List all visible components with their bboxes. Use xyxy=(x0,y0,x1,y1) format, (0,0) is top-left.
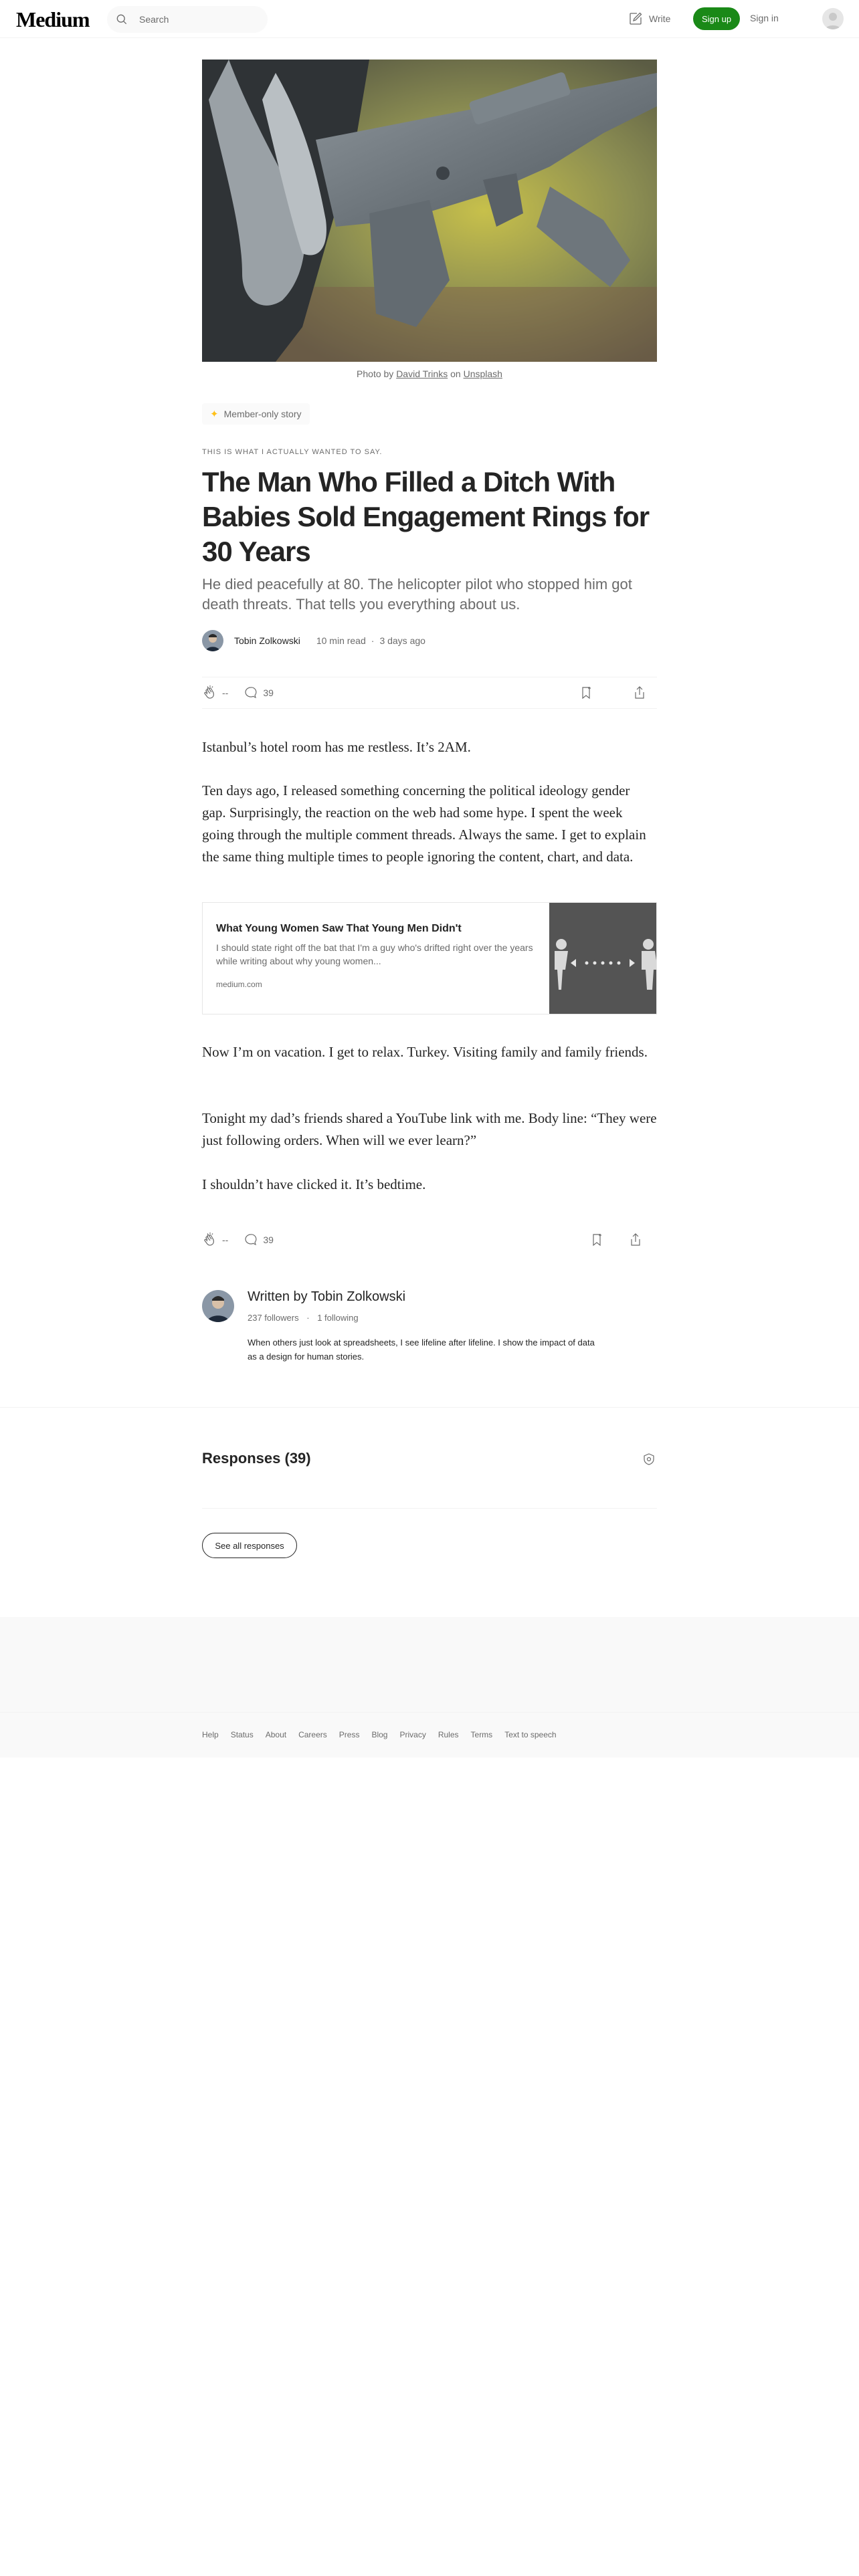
card-domain: medium.com xyxy=(216,980,262,989)
footer-link-press[interactable]: Press xyxy=(339,1730,360,1739)
write-icon xyxy=(628,11,644,27)
comment-button[interactable] xyxy=(243,1232,274,1248)
card-title: What Young Women Saw That Young Men Didn't xyxy=(216,923,462,934)
comment-count: 39 xyxy=(263,1235,274,1245)
sign-in-link[interactable]: Sign in xyxy=(750,13,779,23)
followers-count[interactable]: 237 followers xyxy=(248,1313,299,1323)
footer-link-terms[interactable]: Terms xyxy=(470,1730,493,1739)
paragraph: Istanbul’s hotel room has me restless. It’s 2AM. xyxy=(202,739,471,755)
link-preview-card[interactable] xyxy=(202,902,657,1014)
search-box[interactable] xyxy=(107,6,268,33)
paragraph: Ten days ago, I released something concerning the political ideology gender gap. Surprisingly, the reaction on the web had some hype. I spent the week going through the multiple comment threads. Always the same. I get to explain the same thing multiple times to people ignoring the content, chart, and data. xyxy=(202,782,646,865)
footer-link-blog[interactable]: Blog xyxy=(371,1730,388,1739)
publish-date: 3 days ago xyxy=(379,635,425,646)
user-avatar-icon[interactable] xyxy=(822,8,844,29)
author-avatar[interactable] xyxy=(202,630,223,651)
top-nav xyxy=(0,0,859,38)
clap-count: -- xyxy=(222,687,229,698)
author-byline: Tobin Zolkowski 10 min read · 3 days ago xyxy=(202,629,425,653)
clap-count: -- xyxy=(222,1235,229,1245)
member-only-badge: ✦ Member-only story xyxy=(202,403,310,425)
footer-link-about[interactable]: About xyxy=(265,1730,287,1739)
hero-caption: Photo by David Trinks on Unsplash xyxy=(357,368,502,379)
shield-icon[interactable] xyxy=(644,1453,654,1465)
clap-icon xyxy=(202,685,218,701)
share-icon[interactable] xyxy=(632,685,648,701)
author-avatar[interactable] xyxy=(202,1290,234,1322)
share-icon[interactable] xyxy=(628,1232,644,1248)
footer-links xyxy=(202,1730,557,1739)
paragraph: Now I’m on vacation. I get to relax. Turkey. Visiting family and family friends. xyxy=(202,1044,648,1060)
footer xyxy=(0,1712,859,1757)
clap-button[interactable] xyxy=(202,1232,228,1248)
see-all-responses-button[interactable]: See all responses xyxy=(202,1533,297,1558)
footer-link-careers[interactable]: Careers xyxy=(298,1730,327,1739)
comment-count: 39 xyxy=(263,687,274,698)
responses-divider xyxy=(202,1508,657,1509)
write-button[interactable] xyxy=(628,10,670,27)
star-icon: ✦ xyxy=(210,409,219,420)
section-divider xyxy=(0,1407,859,1408)
footer-link-privacy[interactable]: Privacy xyxy=(399,1730,426,1739)
hero-image xyxy=(202,60,657,362)
author-name[interactable]: Tobin Zolkowski xyxy=(234,635,300,646)
footer-link-help[interactable]: Help xyxy=(202,1730,219,1739)
written-by-heading[interactable]: Written by Tobin Zolkowski xyxy=(248,1289,406,1304)
following-count[interactable]: 1 following xyxy=(317,1313,359,1323)
search-input[interactable]: Search xyxy=(139,14,169,25)
clap-button[interactable] xyxy=(202,685,228,701)
bookmark-icon[interactable] xyxy=(578,685,594,701)
write-label: Write xyxy=(649,13,671,24)
author-bio: When others just look at spreadsheets, I see lifeline after lifeline. I show the impact of data as a design for human stories. xyxy=(248,1337,595,1362)
paragraph: I shouldn’t have clicked it. It’s bedtime. xyxy=(202,1176,426,1192)
medium-logo[interactable]: Medium xyxy=(16,7,90,31)
article-title: The Man Who Filled a Ditch With Babies Sold Engagement Rings for 30 Years xyxy=(202,466,650,567)
bottom-action-bar xyxy=(202,1224,657,1256)
comment-icon xyxy=(243,685,259,701)
paragraph: Tonight my dad’s friends shared a YouTube link with me. Body line: “They were just following orders. When will we ever learn?” xyxy=(202,1110,657,1148)
sign-up-button[interactable]: Sign up xyxy=(693,7,740,30)
article-kicker: THIS IS WHAT I ACTUALLY WANTED TO SAY. xyxy=(202,448,383,456)
unsplash-link[interactable]: Unsplash xyxy=(463,368,502,379)
read-time: 10 min read xyxy=(316,635,366,646)
clap-icon xyxy=(202,1232,218,1248)
footer-link-status[interactable]: Status xyxy=(230,1730,254,1739)
article-subtitle: He died peacefully at 80. The helicopter pilot who stopped him got death threats. That tells you everything about us. xyxy=(202,576,632,613)
search-icon xyxy=(115,13,128,26)
comment-icon xyxy=(243,1232,259,1248)
responses-title: Responses (39) xyxy=(202,1450,311,1467)
top-action-bar xyxy=(202,677,657,709)
comment-button[interactable] xyxy=(243,685,274,701)
card-description: I should state right off the bat that I'm a guy who's drifted right over the years while writing about why young women... xyxy=(216,942,533,966)
bookmark-icon[interactable] xyxy=(589,1232,605,1248)
author-stats: 237 followers · 1 following xyxy=(248,1313,359,1323)
footer-link-text-to-speech[interactable]: Text to speech xyxy=(504,1730,557,1739)
footer-link-rules[interactable]: Rules xyxy=(438,1730,459,1739)
photographer-link[interactable]: David Trinks xyxy=(396,368,448,379)
card-thumbnail xyxy=(549,903,656,1014)
